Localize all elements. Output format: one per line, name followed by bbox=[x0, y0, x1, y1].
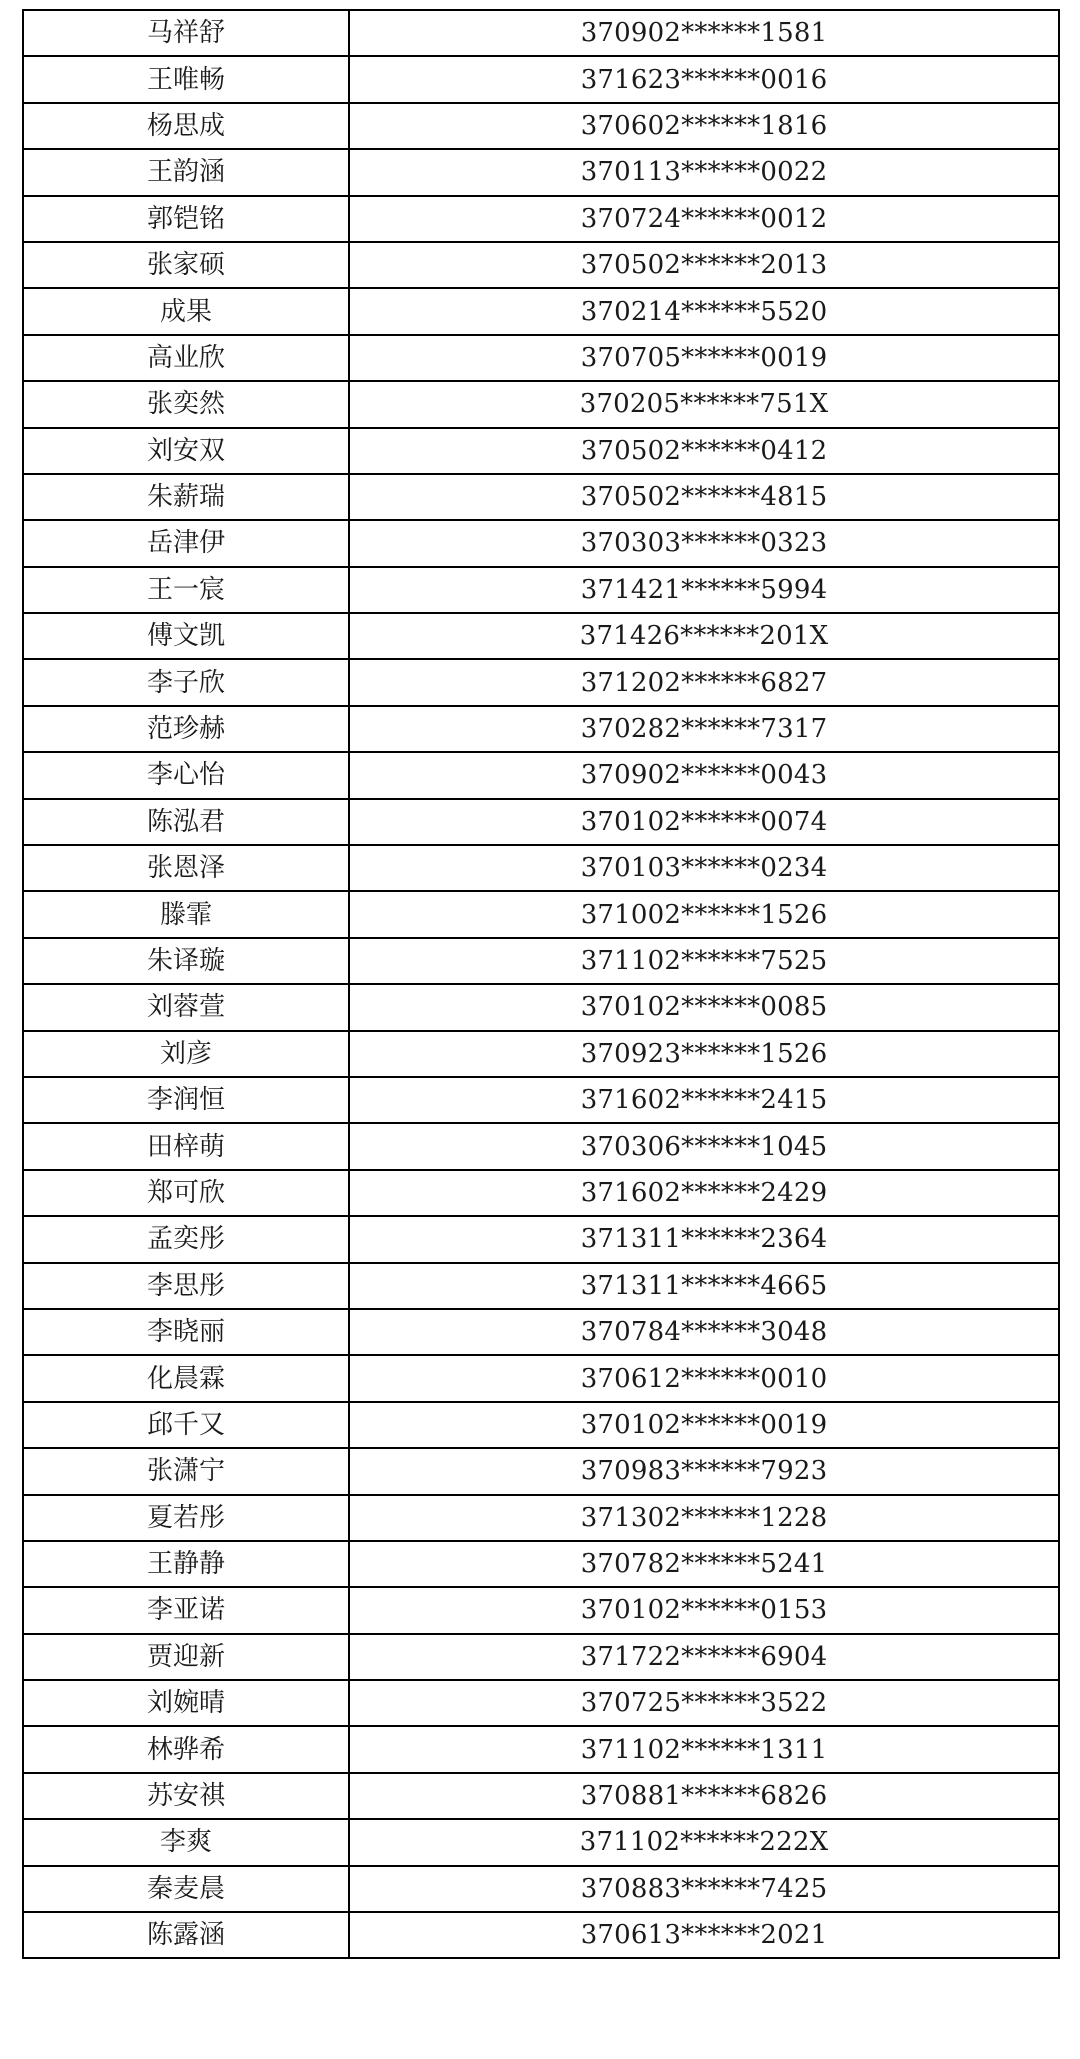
name-cell: 滕霏 bbox=[23, 891, 349, 937]
table-row bbox=[23, 1495, 1059, 1541]
id-number-cell: 370883******7425 bbox=[349, 1866, 1059, 1912]
id-number-cell: 371421******5994 bbox=[349, 567, 1059, 613]
name-cell: 林骅希 bbox=[23, 1726, 349, 1772]
id-number-cell: 370102******0153 bbox=[349, 1587, 1059, 1633]
name-cell: 刘蓉萱 bbox=[23, 984, 349, 1030]
name-cell: 岳津伊 bbox=[23, 520, 349, 566]
table-row bbox=[23, 1726, 1059, 1772]
id-number-cell: 370923******1526 bbox=[349, 1031, 1059, 1077]
table-row bbox=[23, 381, 1059, 427]
id-number-cell: 370102******0074 bbox=[349, 799, 1059, 845]
table-row bbox=[23, 288, 1059, 334]
table-row bbox=[23, 1077, 1059, 1123]
id-number-cell: 371426******201X bbox=[349, 613, 1059, 659]
table-row bbox=[23, 242, 1059, 288]
name-cell: 张恩泽 bbox=[23, 845, 349, 891]
table-row bbox=[23, 474, 1059, 520]
id-number-cell: 370784******3048 bbox=[349, 1309, 1059, 1355]
name-cell: 马祥舒 bbox=[23, 10, 349, 56]
table-row bbox=[23, 1123, 1059, 1169]
id-number-cell: 370306******1045 bbox=[349, 1123, 1059, 1169]
table-row bbox=[23, 428, 1059, 474]
name-cell: 杨思成 bbox=[23, 103, 349, 149]
name-cell: 陈泓君 bbox=[23, 799, 349, 845]
name-cell: 苏安祺 bbox=[23, 1773, 349, 1819]
id-number-cell: 371602******2415 bbox=[349, 1077, 1059, 1123]
table-row bbox=[23, 1866, 1059, 1912]
name-cell: 刘婉晴 bbox=[23, 1680, 349, 1726]
id-number-cell: 370502******0412 bbox=[349, 428, 1059, 474]
table-row bbox=[23, 1355, 1059, 1401]
id-number-cell: 370724******0012 bbox=[349, 196, 1059, 242]
table-row bbox=[23, 706, 1059, 752]
name-cell: 李晓丽 bbox=[23, 1309, 349, 1355]
id-number-cell: 370502******4815 bbox=[349, 474, 1059, 520]
table-row bbox=[23, 845, 1059, 891]
id-number-cell: 371602******2429 bbox=[349, 1170, 1059, 1216]
name-cell: 陈露涵 bbox=[23, 1912, 349, 1958]
table-row bbox=[23, 56, 1059, 102]
table-row bbox=[23, 1309, 1059, 1355]
name-cell: 李亚诺 bbox=[23, 1587, 349, 1633]
id-number-cell: 370214******5520 bbox=[349, 288, 1059, 334]
name-cell: 李思彤 bbox=[23, 1263, 349, 1309]
id-number-cell: 370113******0022 bbox=[349, 149, 1059, 195]
name-cell: 贾迎新 bbox=[23, 1634, 349, 1680]
table-row bbox=[23, 196, 1059, 242]
id-number-cell: 370881******6826 bbox=[349, 1773, 1059, 1819]
name-cell: 李心怡 bbox=[23, 752, 349, 798]
table-row bbox=[23, 1170, 1059, 1216]
id-number-cell: 370782******5241 bbox=[349, 1541, 1059, 1587]
name-cell: 化晨霖 bbox=[23, 1355, 349, 1401]
table-row bbox=[23, 1216, 1059, 1262]
id-number-cell: 370902******0043 bbox=[349, 752, 1059, 798]
id-number-cell: 370602******1816 bbox=[349, 103, 1059, 149]
name-cell: 王静静 bbox=[23, 1541, 349, 1587]
id-number-cell: 370103******0234 bbox=[349, 845, 1059, 891]
table-row bbox=[23, 799, 1059, 845]
id-number-cell: 370613******2021 bbox=[349, 1912, 1059, 1958]
table-row bbox=[23, 752, 1059, 798]
id-number-cell: 370205******751X bbox=[349, 381, 1059, 427]
table-row bbox=[23, 984, 1059, 1030]
id-number-cell: 371623******0016 bbox=[349, 56, 1059, 102]
id-number-cell: 370983******7923 bbox=[349, 1448, 1059, 1494]
table-row bbox=[23, 1402, 1059, 1448]
name-cell: 李润恒 bbox=[23, 1077, 349, 1123]
name-cell: 刘彦 bbox=[23, 1031, 349, 1077]
table-row bbox=[23, 1912, 1059, 1958]
name-cell: 王韵涵 bbox=[23, 149, 349, 195]
name-cell: 孟奕彤 bbox=[23, 1216, 349, 1262]
id-number-cell: 370102******0019 bbox=[349, 1402, 1059, 1448]
name-cell: 张奕然 bbox=[23, 381, 349, 427]
table-row bbox=[23, 520, 1059, 566]
id-number-cell: 371311******4665 bbox=[349, 1263, 1059, 1309]
id-number-cell: 370612******0010 bbox=[349, 1355, 1059, 1401]
table-row bbox=[23, 1587, 1059, 1633]
table-row bbox=[23, 10, 1059, 56]
id-number-cell: 371102******222X bbox=[349, 1819, 1059, 1865]
table-row bbox=[23, 1819, 1059, 1865]
roster-table bbox=[22, 9, 1060, 1959]
name-cell: 朱译璇 bbox=[23, 938, 349, 984]
id-number-cell: 371311******2364 bbox=[349, 1216, 1059, 1262]
name-cell: 张家硕 bbox=[23, 242, 349, 288]
name-cell: 王一宸 bbox=[23, 567, 349, 613]
table-row bbox=[23, 891, 1059, 937]
name-cell: 李子欣 bbox=[23, 659, 349, 705]
id-number-cell: 371102******7525 bbox=[349, 938, 1059, 984]
name-cell: 刘安双 bbox=[23, 428, 349, 474]
name-cell: 范珍赫 bbox=[23, 706, 349, 752]
name-cell: 李爽 bbox=[23, 1819, 349, 1865]
name-cell: 朱薪瑞 bbox=[23, 474, 349, 520]
id-number-cell: 371002******1526 bbox=[349, 891, 1059, 937]
table-row bbox=[23, 659, 1059, 705]
name-cell: 张潇宁 bbox=[23, 1448, 349, 1494]
table-row bbox=[23, 149, 1059, 195]
id-number-cell: 370102******0085 bbox=[349, 984, 1059, 1030]
table-row bbox=[23, 1448, 1059, 1494]
id-number-cell: 370705******0019 bbox=[349, 335, 1059, 381]
table-row bbox=[23, 1773, 1059, 1819]
table-row bbox=[23, 1634, 1059, 1680]
name-cell: 夏若彤 bbox=[23, 1495, 349, 1541]
id-number-cell: 371102******1311 bbox=[349, 1726, 1059, 1772]
table-row bbox=[23, 1031, 1059, 1077]
id-number-cell: 370902******1581 bbox=[349, 10, 1059, 56]
id-number-cell: 371202******6827 bbox=[349, 659, 1059, 705]
table-row bbox=[23, 1263, 1059, 1309]
id-number-cell: 371302******1228 bbox=[349, 1495, 1059, 1541]
name-cell: 成果 bbox=[23, 288, 349, 334]
table-row bbox=[23, 103, 1059, 149]
table-row bbox=[23, 1541, 1059, 1587]
table-row bbox=[23, 938, 1059, 984]
table-row bbox=[23, 335, 1059, 381]
id-number-cell: 370303******0323 bbox=[349, 520, 1059, 566]
name-cell: 傅文凯 bbox=[23, 613, 349, 659]
roster-body bbox=[23, 10, 1059, 1958]
id-number-cell: 370282******7317 bbox=[349, 706, 1059, 752]
table-row bbox=[23, 1680, 1059, 1726]
id-number-cell: 370725******3522 bbox=[349, 1680, 1059, 1726]
name-cell: 高业欣 bbox=[23, 335, 349, 381]
id-number-cell: 370502******2013 bbox=[349, 242, 1059, 288]
table-row bbox=[23, 613, 1059, 659]
name-cell: 邱千又 bbox=[23, 1402, 349, 1448]
name-cell: 郑可欣 bbox=[23, 1170, 349, 1216]
name-cell: 秦麦晨 bbox=[23, 1866, 349, 1912]
name-cell: 田梓萌 bbox=[23, 1123, 349, 1169]
name-cell: 王唯畅 bbox=[23, 56, 349, 102]
name-cell: 郭铠铭 bbox=[23, 196, 349, 242]
id-number-cell: 371722******6904 bbox=[349, 1634, 1059, 1680]
table-row bbox=[23, 567, 1059, 613]
